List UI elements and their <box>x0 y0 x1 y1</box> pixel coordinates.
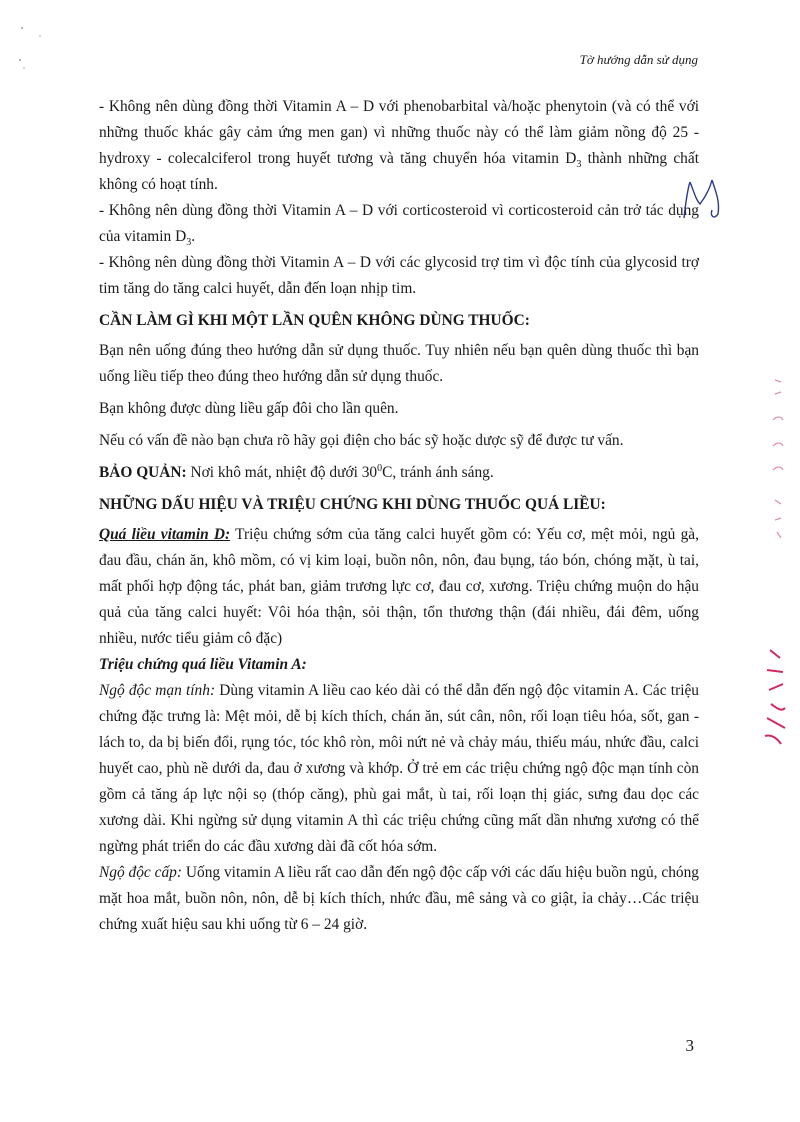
vitamin-a-overdose-heading: Triệu chứng quá liều Vitamin A: <box>99 656 307 673</box>
missed-dose-paragraph-2: Bạn không được dùng liều gấp đôi cho lần quên. <box>99 400 399 417</box>
vitamin-d-overdose-paragraph: Quá liều vitamin D: Triệu chứng sớm của tăng calci huyết gồm có: Yếu cơ, mệt mỏi, ngủ gà, đau đầu, chán ăn, khô mồm, có vị kim loại, buồn nôn, nôn, đau bụng, táo bón, chóng mặt, ù tai, mất phối hợp động tác, phát ban, giảm trương lực cơ, đau cơ, xương. Triệu chứng muộn do hậu quả của tăng calci huyết: Vôi hóa thận, sỏi thận, tổn thương thận (đái nhiều, đái đêm, uống nhiều, nước tiểu giảm cô đặc) <box>99 526 699 647</box>
red-stamp-fragment <box>755 360 800 550</box>
storage-paragraph: BẢO QUẢN: Nơi khô mát, nhiệt độ dưới $30^0C$, tránh ánh sáng. <box>99 462 494 481</box>
missed-dose-paragraph-3: Nếu có vấn đề nào bạn chưa rõ hãy gọi điện cho bác sỹ hoặc dược sỹ để được tư vấn. <box>99 432 624 449</box>
page-number: 3 <box>685 1036 694 1055</box>
vitamin-d-overdose-label: Quá liều vitamin D: <box>99 526 231 543</box>
acute-toxicity-paragraph: Ngộ độc cấp: Uống vitamin A liều rất cao dẫn đến ngộ độc cấp với các dấu hiệu buồn ngủ, chóng mặt hoa mắt, buồn nôn, nôn, dễ bị kích thích, nhức đầu, mê sảng và co giật, ỉa chảy…Các triệu chứng xuất hiệu sau khi uống từ 6 – 24 giờ. <box>99 864 699 933</box>
interaction-glycosid: - Không nên dùng đồng thời Vitamin A – D với các glycosid trợ tim vì độc tính của glycosid trợ tim tăng do tăng calci huyết, dẫn đến loạn nhịp tim. <box>99 254 699 297</box>
storage-label: BẢO QUẢN: <box>99 464 187 481</box>
document-header: Tờ hướng dẫn sử dụng <box>579 52 698 67</box>
missed-dose-paragraph-1: Bạn nên uống đúng theo hướng dẫn sử dụng thuốc. Tuy nhiên nếu bạn quên dùng thuốc thì bạn uống liều tiếp theo đúng theo hướng dẫn sử dụng thuốc. <box>99 342 699 385</box>
scan-specks <box>14 22 54 82</box>
interaction-corticosteroid: - Không nên dùng đồng thời Vitamin A – D với corticosteroid vì corticosteroid cản trở tác dụng của vitamin $D_3$. <box>99 202 699 249</box>
chronic-toxicity-label: Ngộ độc mạn tính: <box>99 682 216 699</box>
document-body <box>99 94 699 938</box>
overdose-heading: NHỮNG DẤU HIỆU VÀ TRIỆU CHỨNG KHI DÙNG THUỐC QUÁ LIỀU: <box>99 496 606 513</box>
red-stamp-fragment <box>755 640 800 750</box>
missed-dose-heading: CẦN LÀM GÌ KHI MỘT LẦN QUÊN KHÔNG DÙNG THUỐC: <box>99 312 530 329</box>
chronic-toxicity-paragraph: Ngộ độc mạn tính: Dùng vitamin A liều cao kéo dài có thể dẫn đến ngộ độc vitamin A. Các triệu chứng đặc trưng là: Mệt mỏi, dễ bị kích thích, chán ăn, sút cân, nôn, rối loạn tiêu hóa, sốt, gan - lách to, da bị biến đổi, rụng tóc, tóc khô ròn, môi nứt nẻ và chảy máu, thiếu máu, nhức đầu, calci huyết cao, phù nề dưới da, đau ở xương và khớp. Ở trẻ em các triệu chứng ngộ độc mạn tính còn gồm cả tăng áp lực nội sọ (thóp căng), phù gai mắt, ù tai, rối loạn thị giác, sưng đau dọc các xương dài. Khi ngừng sử dụng vitamin A thì các triệu chứng cũng mất dần nhưng xương có thể ngừng phát triển do các đầu xương dài đã cốt hóa sớm. <box>99 682 699 855</box>
handwritten-initial <box>676 170 726 225</box>
acute-toxicity-label: Ngộ độc cấp: <box>99 864 182 881</box>
interaction-phenobarbital: - Không nên dùng đồng thời Vitamin A – D với phenobarbital và/hoặc phenytoin (và có thể với những thuốc khác gây cảm ứng men gan) vì những thuốc này có thể làm giảm nồng độ 25 - hydroxy - colecalciferol trong huyết tương và tăng chuyển hóa vitamin $D_3$ thành những chất không có hoạt tính. <box>99 98 699 193</box>
